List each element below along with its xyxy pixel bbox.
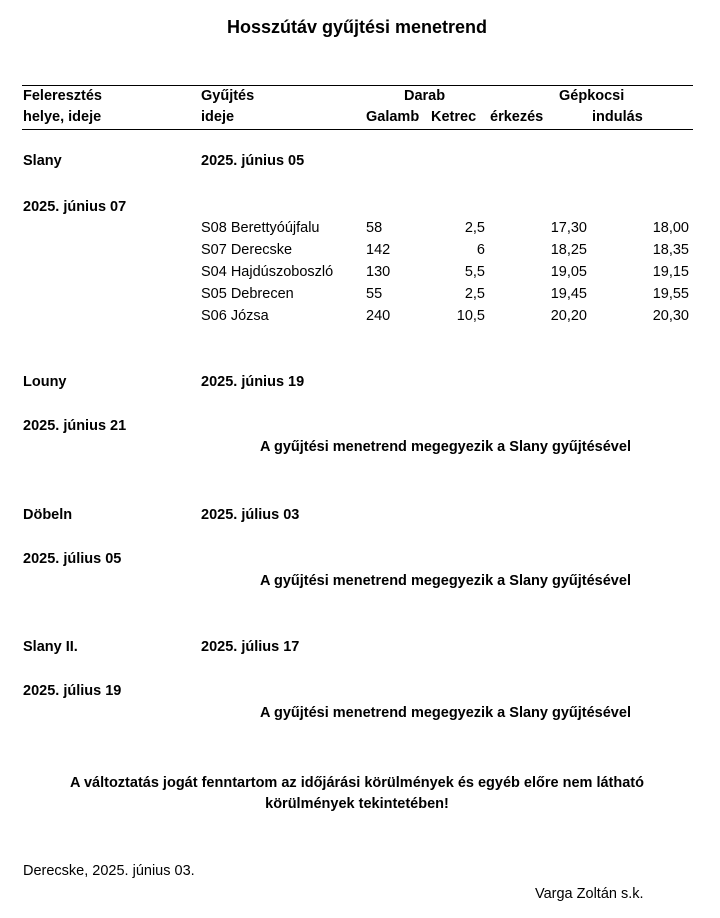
- header-bottom-rule: [22, 129, 693, 130]
- section-release-date: 2025. június 07: [23, 199, 127, 215]
- page-title: Hosszútáv gyűjtési menetrend: [226, 17, 488, 37]
- row-erkezes: 18,25: [550, 242, 587, 258]
- header-gepkocsi-label: Gépkocsi: [559, 88, 625, 104]
- header-collection-label-2: ideje: [201, 109, 235, 125]
- section-place: Slany: [23, 153, 62, 169]
- signature: Varga Zoltán s.k.: [535, 886, 644, 902]
- row-indulas: 20,30: [652, 308, 689, 324]
- row-indulas: 18,35: [652, 242, 689, 258]
- header-indulas-label: indulás: [592, 109, 643, 125]
- row-indulas: 19,15: [652, 264, 689, 280]
- row-galamb: 240: [366, 308, 391, 324]
- row-ketrec: 10,5: [456, 308, 485, 324]
- section-collection-date: 2025. június 19: [201, 374, 305, 390]
- row-ketrec: 2,5: [464, 286, 485, 302]
- place-and-date: Derecske, 2025. június 03.: [23, 863, 195, 879]
- section-release-date: 2025. július 05: [23, 551, 122, 567]
- section-place: Louny: [23, 374, 67, 390]
- row-ketrec: 2,5: [464, 220, 485, 236]
- header-top-rule: [22, 85, 693, 86]
- row-erkezes: 19,05: [550, 264, 587, 280]
- section-note: A gyűjtési menetrend megegyezik a Slany gyűjtésével: [260, 705, 631, 721]
- header-release-label-1: Feleresztés: [23, 88, 102, 104]
- section-place: Slany II.: [23, 639, 78, 655]
- disclaimer-line-1: A változtatás jogát fenntartom az időjárási körülmények és egyéb előre nem látható: [70, 775, 644, 791]
- row-erkezes: 17,30: [550, 220, 587, 236]
- row-location: S06 Józsa: [201, 308, 269, 324]
- section-release-date: 2025. július 19: [23, 683, 122, 699]
- row-galamb: 58: [366, 220, 383, 236]
- header-release-label-2: helye, ideje: [23, 109, 102, 125]
- disclaimer-line-2: körülmények tekintetében!: [265, 796, 449, 812]
- header-erkezes-label: érkezés: [490, 109, 544, 125]
- row-erkezes: 19,45: [550, 286, 587, 302]
- header-galamb-label: Galamb: [366, 109, 420, 125]
- row-indulas: 19,55: [652, 286, 689, 302]
- row-galamb: 55: [366, 286, 383, 302]
- row-location: S08 Berettyóújfalu: [201, 220, 320, 236]
- section-collection-date: 2025. július 03: [201, 507, 300, 523]
- section-place: Döbeln: [23, 507, 73, 523]
- section-collection-date: 2025. július 17: [201, 639, 300, 655]
- row-location: S05 Debrecen: [201, 286, 294, 302]
- header-collection-label-1: Gyűjtés: [201, 88, 255, 104]
- header-darab-label: Darab: [404, 88, 446, 104]
- row-galamb: 130: [366, 264, 391, 280]
- header-ketrec-label: Ketrec: [431, 109, 477, 125]
- row-ketrec: 5,5: [464, 264, 485, 280]
- row-location: S07 Derecske: [201, 242, 293, 258]
- row-galamb: 142: [366, 242, 391, 258]
- row-erkezes: 20,20: [550, 308, 587, 324]
- row-indulas: 18,00: [652, 220, 689, 236]
- section-note: A gyűjtési menetrend megegyezik a Slany gyűjtésével: [260, 439, 631, 455]
- section-release-date: 2025. június 21: [23, 418, 127, 434]
- row-ketrec: 6: [476, 242, 485, 258]
- section-collection-date: 2025. június 05: [201, 153, 305, 169]
- row-location: S04 Hajdúszoboszló: [201, 264, 334, 280]
- section-note: A gyűjtési menetrend megegyezik a Slany gyűjtésével: [260, 573, 631, 589]
